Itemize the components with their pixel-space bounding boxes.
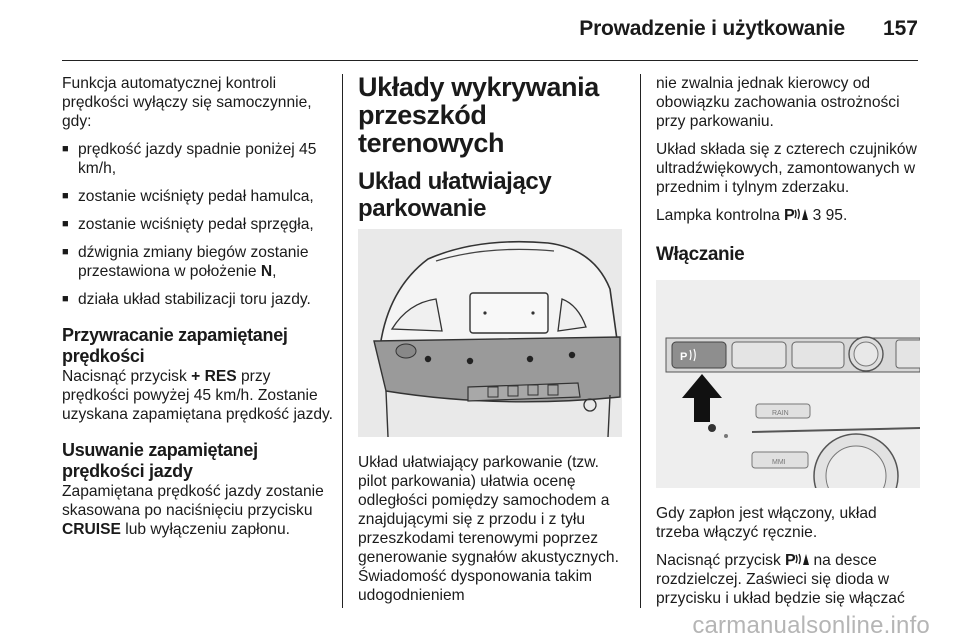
panel-label: RAIN xyxy=(772,410,789,417)
list-item-text: dźwignia zmiany biegów zostanie przestawiona w położenie xyxy=(78,244,309,280)
paragraph: Układ składa się z czterech czujników ultradźwiękowych, zamontowanych w przednim i tylnym zderzaku. xyxy=(656,141,917,196)
paragraph-text: na desce rozdzielczej. Zaświeci się dioda w przycisku i układ będzie się włączać xyxy=(656,552,905,607)
paragraph-text: Nacisnąć przycisk xyxy=(656,552,786,569)
parking-assist-icon xyxy=(785,551,809,567)
button-instruction-paragraph xyxy=(656,551,924,608)
car-rear-illustration xyxy=(358,229,622,437)
clear-paragraph xyxy=(62,482,334,539)
parking-assist-icon xyxy=(784,206,808,222)
paragraph-text: lub wyłączeniu zapłonu. xyxy=(120,521,290,538)
paragraph-text: 3 95. xyxy=(808,207,848,224)
list-item: ■ zostanie wciśnięty pedał sprzęgła, xyxy=(62,215,334,234)
resume-paragraph xyxy=(62,367,334,424)
parking-sensor-icon xyxy=(569,352,575,358)
section-heading-enable: Włączanie xyxy=(656,244,745,265)
parking-sensor-icon xyxy=(467,358,473,364)
paragraph-text: Lampka kontrolna xyxy=(656,207,785,224)
section-subtitle: Układ ułatwiający parkowanie xyxy=(358,168,552,222)
dashboard-button-illustration xyxy=(656,280,920,488)
watermark: carmanualsonline.info xyxy=(692,612,930,639)
column-middle xyxy=(358,74,626,614)
parking-description: Układ ułatwiający parkowanie (tzw. pilot parkowania) ułatwia ocenę odległości pomiędzy samochodem a znajdującymi się z przodu i z tyłu przeszkodami terenowymi poprzez generowanie sygnałów akustycznych. Świadomość dysponowania takim udogodnieniem xyxy=(358,454,619,604)
header-rule xyxy=(62,60,918,61)
list-item-text: , xyxy=(272,263,277,280)
paragraph-text: Zapamiętana prędkość jazdy zostanie skasowana po naciśnięciu przycisku xyxy=(62,483,324,519)
svg-text:P: P xyxy=(785,552,796,567)
section-heading-resume: Przywracanie zapamiętanej prędkości xyxy=(62,325,288,366)
column-right xyxy=(656,74,924,617)
page-number: 157 xyxy=(882,17,918,40)
header-title: Prowadzenie i użytkowanie xyxy=(579,17,845,40)
res-button-label: + RES xyxy=(191,368,237,385)
paragraph-text: Nacisnąć przycisk xyxy=(62,368,192,385)
column-left xyxy=(62,74,334,548)
column-divider xyxy=(342,74,343,608)
paragraph: nie zwalnia jednak kierowcy od obowiązku zachowania ostrożności przy parkowaniu. xyxy=(656,75,900,130)
list-item: ■ zostanie wciśnięty pedał hamulca, xyxy=(62,187,334,206)
paragraph-text: przy prędkości powyżej 45 km/h. Zostanie uzyskana zapamiętana prędkość jazdy. xyxy=(62,368,334,423)
bullet-list xyxy=(62,140,334,309)
list-item: ■ prędkość jazdy spadnie poniżej 45 km/h, xyxy=(62,140,334,178)
gear-position: N xyxy=(260,263,273,280)
page-header xyxy=(0,0,960,62)
section-heading-clear: Usuwanie zapamiętanej prędkości jazdy xyxy=(62,440,258,481)
list-item xyxy=(62,243,334,281)
panel-label: MMI xyxy=(772,459,786,466)
section-title: Układy wykrywania przeszkód terenowych xyxy=(358,72,599,158)
svg-text:P: P xyxy=(680,351,688,363)
cruise-button-label: CRUISE xyxy=(62,521,121,538)
paragraph: Gdy zapłon jest włączony, układ trzeba włączyć ręcznie. xyxy=(656,505,877,541)
svg-text:P: P xyxy=(784,207,795,222)
parking-sensor-icon xyxy=(425,356,431,362)
control-lamp-paragraph xyxy=(656,206,924,225)
intro-paragraph: Funkcja automatycznej kontroli prędkości wyłączy się samoczynnie, gdy: xyxy=(62,75,312,130)
parking-sensor-icon xyxy=(527,356,533,362)
list-item: ■ działa układ stabilizacji toru jazdy. xyxy=(62,290,334,309)
column-divider xyxy=(640,74,641,608)
